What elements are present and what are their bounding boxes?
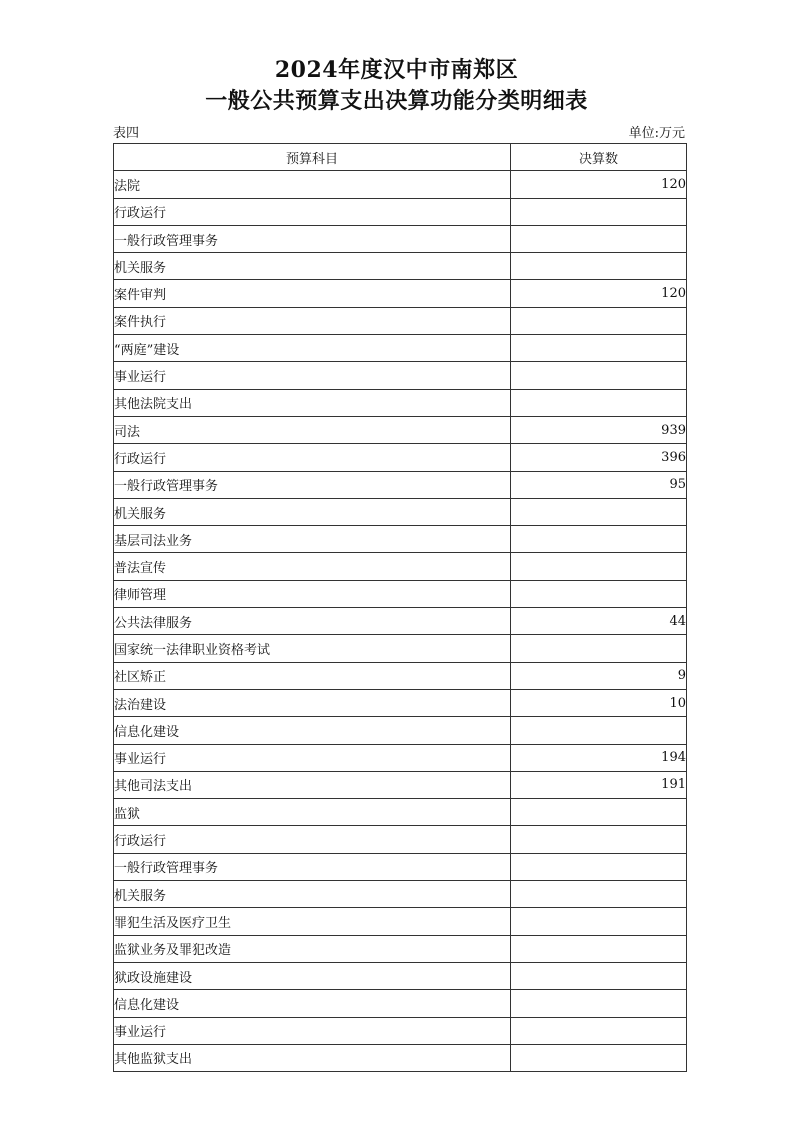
amount-cell: 939 xyxy=(511,416,687,443)
item-name-cell: 罪犯生活及医疗卫生 xyxy=(114,908,511,935)
table-row xyxy=(114,307,687,334)
table-row xyxy=(114,908,687,935)
table-row xyxy=(114,171,687,198)
unit-label: 单位:万元 xyxy=(628,126,685,141)
report-title-line1: 2024年度汉中市南郑区 xyxy=(274,57,519,83)
table-row xyxy=(114,335,687,362)
table-label: 表四 xyxy=(113,126,140,141)
item-name-cell: 事业运行 xyxy=(114,744,511,771)
amount-cell: 120 xyxy=(511,171,687,198)
table-row xyxy=(114,799,687,826)
item-name-cell: 其他司法支出 xyxy=(114,771,511,798)
item-name-cell: 监狱业务及罪犯改造 xyxy=(114,935,511,962)
table-row xyxy=(114,962,687,989)
amount-cell xyxy=(511,935,687,962)
table-row xyxy=(114,608,687,635)
table-row xyxy=(114,280,687,307)
item-name-cell: 普法宣传 xyxy=(114,553,511,580)
item-name-cell: 行政运行 xyxy=(114,444,511,471)
amount-cell xyxy=(511,717,687,744)
category-name-cell: 司法 xyxy=(114,416,511,443)
amount-cell: 9 xyxy=(511,662,687,689)
table-row xyxy=(114,580,687,607)
amount-cell xyxy=(511,526,687,553)
table-row xyxy=(114,635,687,662)
table-row xyxy=(114,826,687,853)
table-row xyxy=(114,1017,687,1044)
item-name-cell: “两庭”建设 xyxy=(114,335,511,362)
table-row xyxy=(114,553,687,580)
item-name-cell: 一般行政管理事务 xyxy=(114,853,511,880)
amount-cell xyxy=(511,908,687,935)
amount-cell xyxy=(511,225,687,252)
item-name-cell: 一般行政管理事务 xyxy=(114,471,511,498)
amount-cell xyxy=(511,962,687,989)
item-name-cell: 法治建设 xyxy=(114,689,511,716)
table-row xyxy=(114,1044,687,1071)
amount-cell xyxy=(511,799,687,826)
table-row xyxy=(114,990,687,1017)
amount-cell xyxy=(511,1017,687,1044)
table-row xyxy=(114,198,687,225)
table-row xyxy=(114,471,687,498)
item-name-cell: 机关服务 xyxy=(114,881,511,908)
item-name-cell: 国家统一法律职业资格考试 xyxy=(114,635,511,662)
amount-cell xyxy=(511,498,687,525)
item-name-cell: 事业运行 xyxy=(114,362,511,389)
item-name-cell: 行政运行 xyxy=(114,826,511,853)
table-row xyxy=(114,771,687,798)
header-row xyxy=(114,144,687,171)
item-name-cell: 律师管理 xyxy=(114,580,511,607)
item-name-cell: 信息化建设 xyxy=(114,717,511,744)
table-row xyxy=(114,253,687,280)
item-name-cell: 社区矫正 xyxy=(114,662,511,689)
amount-cell xyxy=(511,389,687,416)
category-name-cell: 监狱 xyxy=(114,799,511,826)
table-row xyxy=(114,662,687,689)
category-name-cell: 法院 xyxy=(114,171,511,198)
amount-cell: 396 xyxy=(511,444,687,471)
amount-cell xyxy=(511,853,687,880)
item-name-cell: 事业运行 xyxy=(114,1017,511,1044)
amount-cell xyxy=(511,990,687,1017)
item-name-cell: 信息化建设 xyxy=(114,990,511,1017)
amount-cell xyxy=(511,198,687,225)
item-name-cell: 其他监狱支出 xyxy=(114,1044,511,1071)
amount-cell xyxy=(511,553,687,580)
amount-cell xyxy=(511,307,687,334)
table-row xyxy=(114,935,687,962)
report-title-line2: 一般公共预算支出决算功能分类明细表 xyxy=(205,88,588,114)
table-row xyxy=(114,389,687,416)
amount-cell: 44 xyxy=(511,608,687,635)
amount-cell: 95 xyxy=(511,471,687,498)
table-row xyxy=(114,416,687,443)
table-row xyxy=(114,498,687,525)
column-header-item: 预算科目 xyxy=(114,144,511,171)
amount-cell xyxy=(511,580,687,607)
item-name-cell: 一般行政管理事务 xyxy=(114,225,511,252)
item-name-cell: 狱政设施建设 xyxy=(114,962,511,989)
item-name-cell: 案件执行 xyxy=(114,307,511,334)
table-row xyxy=(114,717,687,744)
table-row xyxy=(114,744,687,771)
amount-cell xyxy=(511,335,687,362)
column-header-amount: 决算数 xyxy=(511,144,687,171)
amount-cell xyxy=(511,362,687,389)
amount-cell: 191 xyxy=(511,771,687,798)
item-name-cell: 基层司法业务 xyxy=(114,526,511,553)
amount-cell xyxy=(511,1044,687,1071)
table-row xyxy=(114,444,687,471)
table-row xyxy=(114,853,687,880)
item-name-cell: 机关服务 xyxy=(114,253,511,280)
amount-cell: 10 xyxy=(511,689,687,716)
item-name-cell: 案件审判 xyxy=(114,280,511,307)
amount-cell xyxy=(511,826,687,853)
table-row xyxy=(114,225,687,252)
amount-cell: 194 xyxy=(511,744,687,771)
item-name-cell: 机关服务 xyxy=(114,498,511,525)
item-name-cell: 公共法律服务 xyxy=(114,608,511,635)
amount-cell xyxy=(511,635,687,662)
table-row xyxy=(114,362,687,389)
item-name-cell: 其他法院支出 xyxy=(114,389,511,416)
budget-table xyxy=(113,143,687,1072)
table-row xyxy=(114,689,687,716)
table-row xyxy=(114,881,687,908)
table-row xyxy=(114,526,687,553)
amount-cell xyxy=(511,881,687,908)
amount-cell: 120 xyxy=(511,280,687,307)
table-body xyxy=(114,171,687,1072)
amount-cell xyxy=(511,253,687,280)
item-name-cell: 行政运行 xyxy=(114,198,511,225)
